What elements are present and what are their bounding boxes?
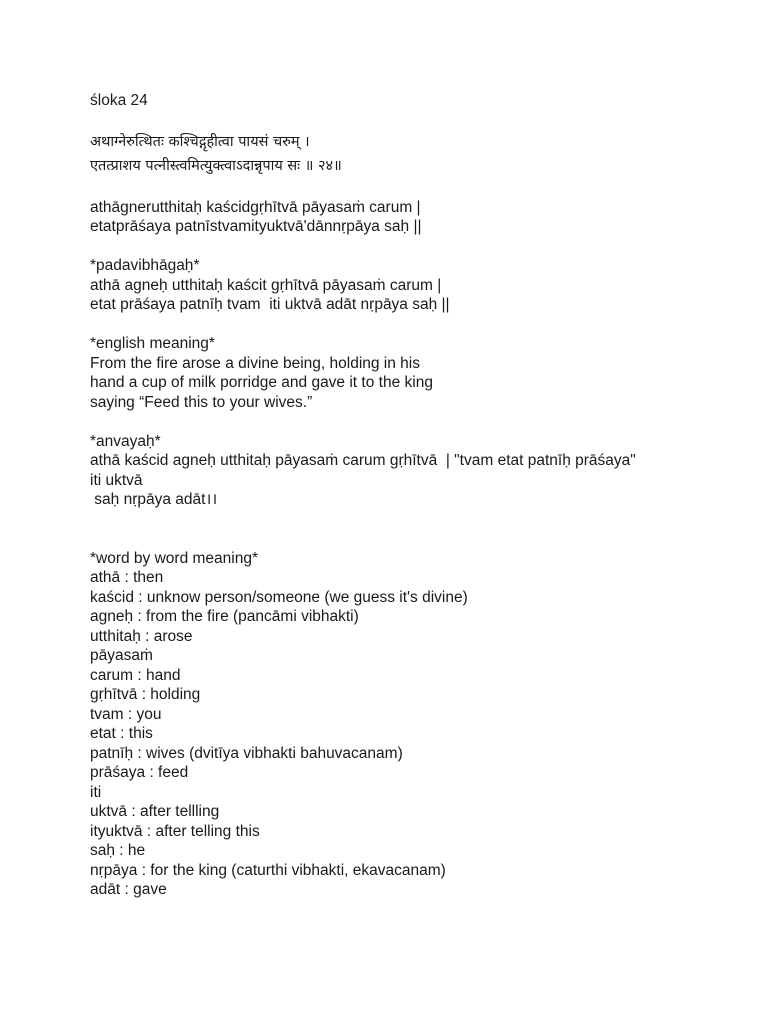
word-entry: nṛpāya : for the king (caturthi vibhakti, ekavacanam)	[90, 861, 446, 879]
english-meaning-section	[90, 334, 730, 412]
english-meaning-heading: *english meaning*	[90, 335, 215, 352]
spacer	[90, 178, 730, 198]
word-entry: patnīḥ : wives (dvitīya vibhakti bahuvacanam)	[90, 744, 403, 762]
word-entry: agneḥ : from the fire (pancāmi vibhakti)	[90, 608, 359, 625]
spacer	[90, 510, 730, 530]
word-entry: kaścid : unknow person/someone (we guess it's divine)	[90, 588, 468, 606]
word-entry: utthitaḥ : arose	[90, 627, 193, 645]
word-entry: adāt : gave	[90, 881, 167, 898]
anvaya-line-2: iti uktvā	[90, 471, 143, 489]
word-entry: prāśaya : feed	[90, 764, 189, 781]
spacer	[90, 111, 730, 131]
anvaya-line-1: athā kaścid agneḥ utthitaḥ pāyasaṁ carum gṛhītvā | "tvam etat patnīḥ prāśaya"	[90, 452, 636, 469]
word-by-word-section	[90, 549, 730, 900]
word-entry: ityuktvā : after telling this	[90, 822, 260, 840]
english-meaning-line-3: saying “Feed this to your wives.”	[90, 393, 313, 411]
spacer	[90, 529, 730, 549]
english-meaning-line-2: hand a cup of milk porridge and gave it to the king	[90, 374, 433, 391]
padavibhaga-heading: *padavibhāgaḥ*	[90, 257, 200, 274]
word-entry: pāyasaṁ	[90, 647, 153, 664]
sloka-title: śloka 24	[90, 92, 148, 109]
padavibhaga-line-2: etat prāśaya patnīḥ tvam iti uktvā adāt nṛpāya saḥ ||	[90, 296, 450, 313]
padavibhaga-section	[90, 256, 730, 315]
transliteration-block	[90, 198, 730, 237]
transliteration-line-2: etatprāśaya patnīstvamityuktvā'dānnṛpāya saḥ ||	[90, 218, 422, 235]
devanagari-verse	[90, 130, 730, 178]
word-entry: athā : then	[90, 569, 164, 586]
spacer	[90, 412, 730, 432]
word-entry: iti	[90, 783, 102, 801]
spacer	[90, 237, 730, 257]
word-entry: etat : this	[90, 725, 153, 742]
transliteration-line-1: athāgnerutthitaḥ kaścidgṛhītvā pāyasaṁ carum |	[90, 198, 421, 216]
word-entry: carum : hand	[90, 666, 181, 684]
anvaya-section	[90, 432, 730, 510]
word-entry: tvam : you	[90, 705, 162, 723]
devanagari-line-1: अथाग्नेरुत्थितः कश्चिद्गृहीत्वा पायसं चरुम् ।	[90, 134, 310, 150]
word-entry: saḥ : he	[90, 842, 146, 859]
document-page	[90, 91, 730, 900]
english-meaning-line-1: From the fire arose a divine being, holding in his	[90, 354, 420, 372]
word-entry: uktvā : after tellling	[90, 803, 220, 820]
padavibhaga-line-1: athā agneḥ utthitaḥ kaścit gṛhītvā pāyasaṁ carum |	[90, 276, 442, 294]
word-by-word-heading: *word by word meaning*	[90, 549, 259, 567]
word-entry: gṛhītvā : holding	[90, 686, 201, 703]
anvaya-line-3: saḥ nṛpāya adāt।।	[90, 491, 218, 508]
devanagari-line-2: एतत्प्राशय पत्नीस्त्वमित्युक्त्वाऽदान्नृपाय सः ॥ २४॥	[90, 158, 342, 174]
spacer	[90, 315, 730, 335]
anvaya-heading: *anvayaḥ*	[90, 432, 161, 450]
